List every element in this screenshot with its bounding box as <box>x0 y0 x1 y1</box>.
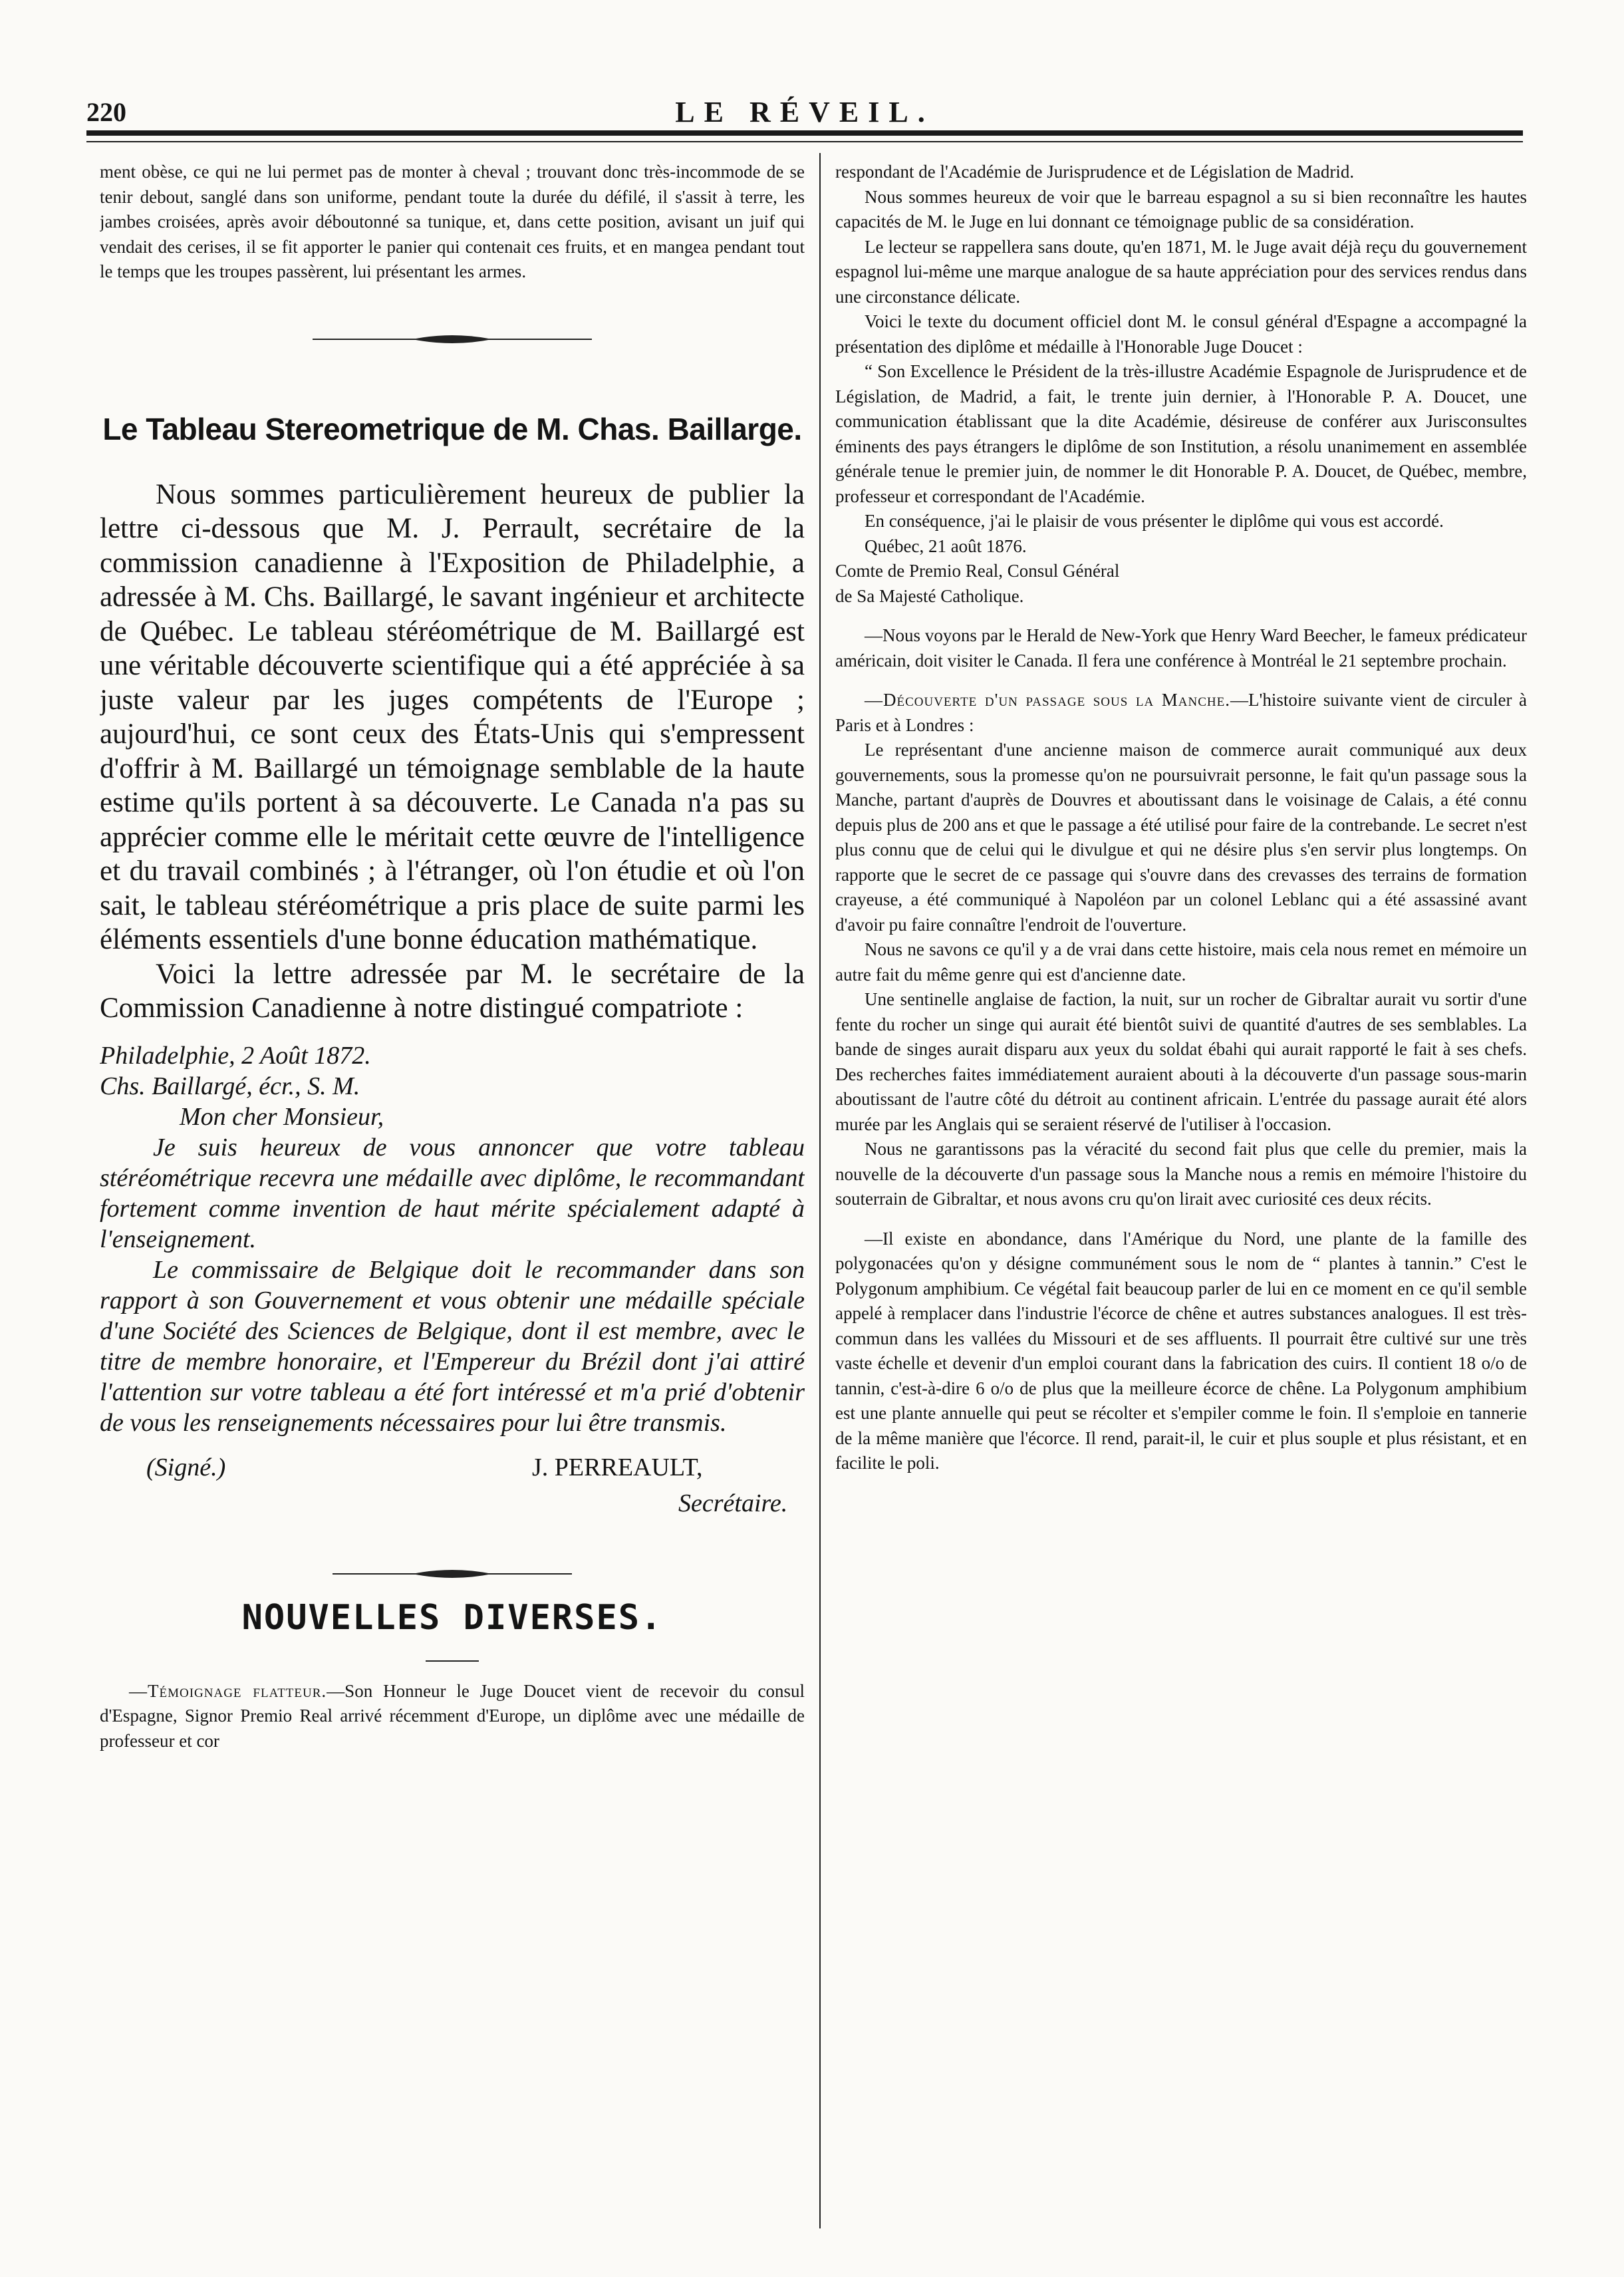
letter-paragraph: Le commissaire de Belgique doit le recommander dans son rapport à son Gouvernement et vous obtenir une médaille spéciale d'une Société des Sciences de Belgique, dont il est membre, avec le titre de membre honoraire, et l'Empereur du Brézil dont j'ai attiré l'attention sur votre tableau a été fort intéressé et m'a prié d'obtenir de vous les renseignements nécessaires pour lui être transmis. <box>100 1255 805 1437</box>
news-item-passage <box>835 688 1527 738</box>
continued-paragraph: ment obèse, ce qui ne lui permet pas de monter à cheval ; trouvant donc très-incommode de se tenir debout, sanglé dans son uniforme, pendant toute la durée du défilé, il s'assit à terre, les jambes croisées, après avoir déboutonné sa tunique, et, dans cette position, avisant un juif qui vendait des cerises, il se fit apporter le panier qui contenait ces fruits, et en mangea pendant tout le temps que les troupes passèrent, lui présentant les armes. <box>100 162 805 281</box>
news-paragraph: Une sentinelle anglaise de faction, la nuit, sur un rocher de Gibraltar aurait vu sortir d'une fente du rocher un singe qui aurait été bientôt suivi de quantité d'autres de ses semblables. La bande de singes aurait disparu aux yeux du soldat ébahi qui aurait rapporté le fait à ses chefs. Des recherches faites immédiatement auraient abouti à la découverte d'un passage sous-marin aboutissant de l'autre côté du détroit au continent africain. L'entrée du passage aurait été alors murée par les Anglais qui se seraient réservé de l'utiliser à l'occasion. <box>835 989 1527 1134</box>
header-rule-thick <box>86 130 1523 136</box>
news-paragraph: En conséquence, j'ai le plaisir de vous présenter le diplôme qui vous est accordé. <box>865 511 1444 531</box>
section-heading-nouvelles: NOUVELLES DIVERSES. <box>241 1597 663 1638</box>
news-item-head: —Témoignage flatteur. <box>129 1680 327 1701</box>
letter-addressee: Chs. Baillargé, écr., S. M. <box>100 1072 360 1100</box>
news-item-body: —L'histoire suivante vient de circuler à Paris et à Londres : <box>835 690 1527 735</box>
article-paragraph: Voici la lettre adressée par M. le secrétaire de la Commission Canadienne à notre distingué compatriote : <box>100 958 805 1024</box>
header-rule-thin <box>86 141 1523 142</box>
ornament-divider <box>313 331 592 347</box>
article-paragraph: Nous sommes particulièrement heureux de publier la lettre ci-dessous que M. J. Perrault, secrétaire de la commission canadienne à l'Exposition de Philadelphie, a adressée à M. Chs. Baillargé, le savant ingénieur et architecte de Québec. Le tableau stéréométrique de M. Baillargé est une véritable découverte scientifique qui a été appréciée à sa juste valeur par les juges compétents de l'Europe ; aujourd'hui, ce sont ceux des États-Unis qui s'empressent d'offrir à M. Baillargé un témoignage semblable de la haute estime qu'ils portent à sa découverte. Le Canada n'a pas su apprécier comme elle le méritait cette œuvre de l'intelligence et du travail combinés ; à l'étranger, où l'on étudie et où l'on sait, le tableau stéréométrique a pris place de suite parmi les éléments essentiels d'une bonne éducation mathématique. <box>100 478 805 955</box>
news-paragraph: Nous sommes heureux de voir que le barreau espagnol a su si bien reconnaître les hautes capacités de M. le Juge en lui donnant ce témoignage public de sa considération. <box>835 186 1527 231</box>
document-signature-line-1: Comte de Premio Real, Consul Général <box>835 561 1120 581</box>
news-paragraph: Nous ne garantissons pas la véracité du second fait plus que celle du premier, mais la nouvelle de la découverte d'un passage sous la Manche nous a remis en mémoire l'histoire du souterrain de Gibraltar, et nous avons cru qu'on lirait avec curiosité ces deux récits. <box>835 1139 1527 1209</box>
ornament-divider <box>333 1566 572 1582</box>
news-item-head: —Découverte d'un passage sous la Manche. <box>865 690 1230 710</box>
signature-signe: (Signé.) <box>146 1453 226 1481</box>
news-item-body: —Son Honneur le Juge Doucet vient de recevoir du consul d'Espagne, Signor Premio Real arrivé récemment d'Europe, un diplôme avec une médaille de professeur et cor <box>100 1680 805 1751</box>
document-date: Québec, 21 août 1876. <box>865 535 1027 556</box>
letter-signature <box>100 1453 805 1526</box>
article-title: Le Tableau Stereometrique de M. Chas. Baillarge. <box>102 411 802 446</box>
letter-salutation: Mon cher Monsieur, <box>180 1102 384 1131</box>
news-paragraph: Voici le texte du document officiel dont M. le consul général d'Espagne a accompagné la présentation des diplôme et médaille à l'Honorable Juge Doucet : <box>835 311 1527 357</box>
document-signature-line-2: de Sa Majesté Catholique. <box>835 585 1024 606</box>
signature-role: Secrétaire. <box>678 1489 788 1517</box>
news-paragraph: Le représentant d'une ancienne maison de commerce aurait communiqué aux deux gouvernements, sous la promesse qu'on ne poursuivrait personne, le fait qu'un passage sous la Manche, partant d'auprès de Douvres et aboutissant dans le voisinage de Calais, a été connu depuis plus de 200 ans et que le passage a été utilisé pour faire de la contrebande. Le secret n'est plus connu que de celui qui le divulgue et qui ne désire plus s'en servir plus longtemps. On rapporte que le secret de ce passage qui s'ouvre dans des crevasses des terrains de formation crayeuse, a été communiqué à Napoléon par un colonel Leblanc qui a été assassiné avant d'avoir pu faire connaître l'endroit de l'ouverture. <box>835 740 1527 935</box>
news-paragraph: Le lecteur se rappellera sans doute, qu'en 1871, M. le Juge avait déjà reçu du gouvernement espagnol lui-même une marque analogue de sa haute appréciation pour des services rendus dans une circonstance délicate. <box>835 236 1527 307</box>
signature-name: J. PERREAULT, <box>532 1453 703 1481</box>
letter-paragraph: Je suis heureux de vous annoncer que votre tableau stéréométrique recevra une médaille avec diplôme, le recommandant fortement comme invention de haut mérite spécialement adapté à l'enseignement. <box>100 1133 805 1253</box>
news-paragraph: “ Son Excellence le Président de la très-illustre Académie Espagnole de Jurisprudence et de Législation, de Madrid, a fait, le trente juin dernier, à l'Honorable P. A. Doucet, une communication établissant que la dite Académie, désireuse de conférer aux Jurisconsultes éminents des pays étrangers le diplôme de son Institution, a résolu unanimement en assemblée générale tenue le premier juin, de nommer le dit Honorable P. A. Doucet, de Québec, membre, professeur et correspondant de l'Académie. <box>835 361 1527 506</box>
column-divider <box>819 153 821 2228</box>
news-paragraph: Nous ne savons ce qu'il y a de vrai dans cette histoire, mais cela nous remet en mémoire un autre fait du même genre qui est d'ancienne date. <box>835 939 1527 985</box>
page-number: 220 <box>86 97 126 127</box>
masthead-title: LE RÉVEIL. <box>675 96 934 128</box>
news-paragraph: —Il existe en abondance, dans l'Amérique du Nord, une plante de la famille des polygonacées qu'on y désigne communément sous le nom de “ plantes à tannin.” C'est le Polygonum amphibium. Ce végétal fait beaucoup parler de lui en ce moment en ce qu'il semble appelé à remplacer dans l'industrie l'écorce de chêne et autres substances analogues. Il est très-commun dans les vallées du Missouri et de ses affluents. Il pourrait être cultivé sur une très vaste échelle et devenir d'un emploi courant dans la fabrication des cuirs. Il contient 18 o/o de tannin, c'est-à-dire 6 o/o de plus que la meilleure écorce de chêne. La Polygonum amphibium est une plante annuelle qui peut se récolter et s'empiler comme le foin. Il s'emploie en tannerie de la même manière que l'écorce. Il rend, parait-il, le cuir et plus souple et plus résistant, et en facilite le poli. <box>835 1228 1527 1473</box>
news-paragraph: respondant de l'Académie de Jurisprudence et de Législation de Madrid. <box>835 162 1355 182</box>
news-item-temoignage <box>100 1679 805 1754</box>
right-column <box>835 160 1527 2208</box>
letter-place-date: Philadelphie, 2 Août 1872. <box>100 1041 371 1070</box>
short-rule <box>426 1658 479 1664</box>
left-column <box>100 160 805 2208</box>
page-header <box>86 63 1523 128</box>
news-paragraph: —Nous voyons par le Herald de New-York que Henry Ward Beecher, le fameux prédicateur américain, doit visiter le Canada. Il fera une conférence à Montréal le 21 septembre prochain. <box>835 625 1527 671</box>
